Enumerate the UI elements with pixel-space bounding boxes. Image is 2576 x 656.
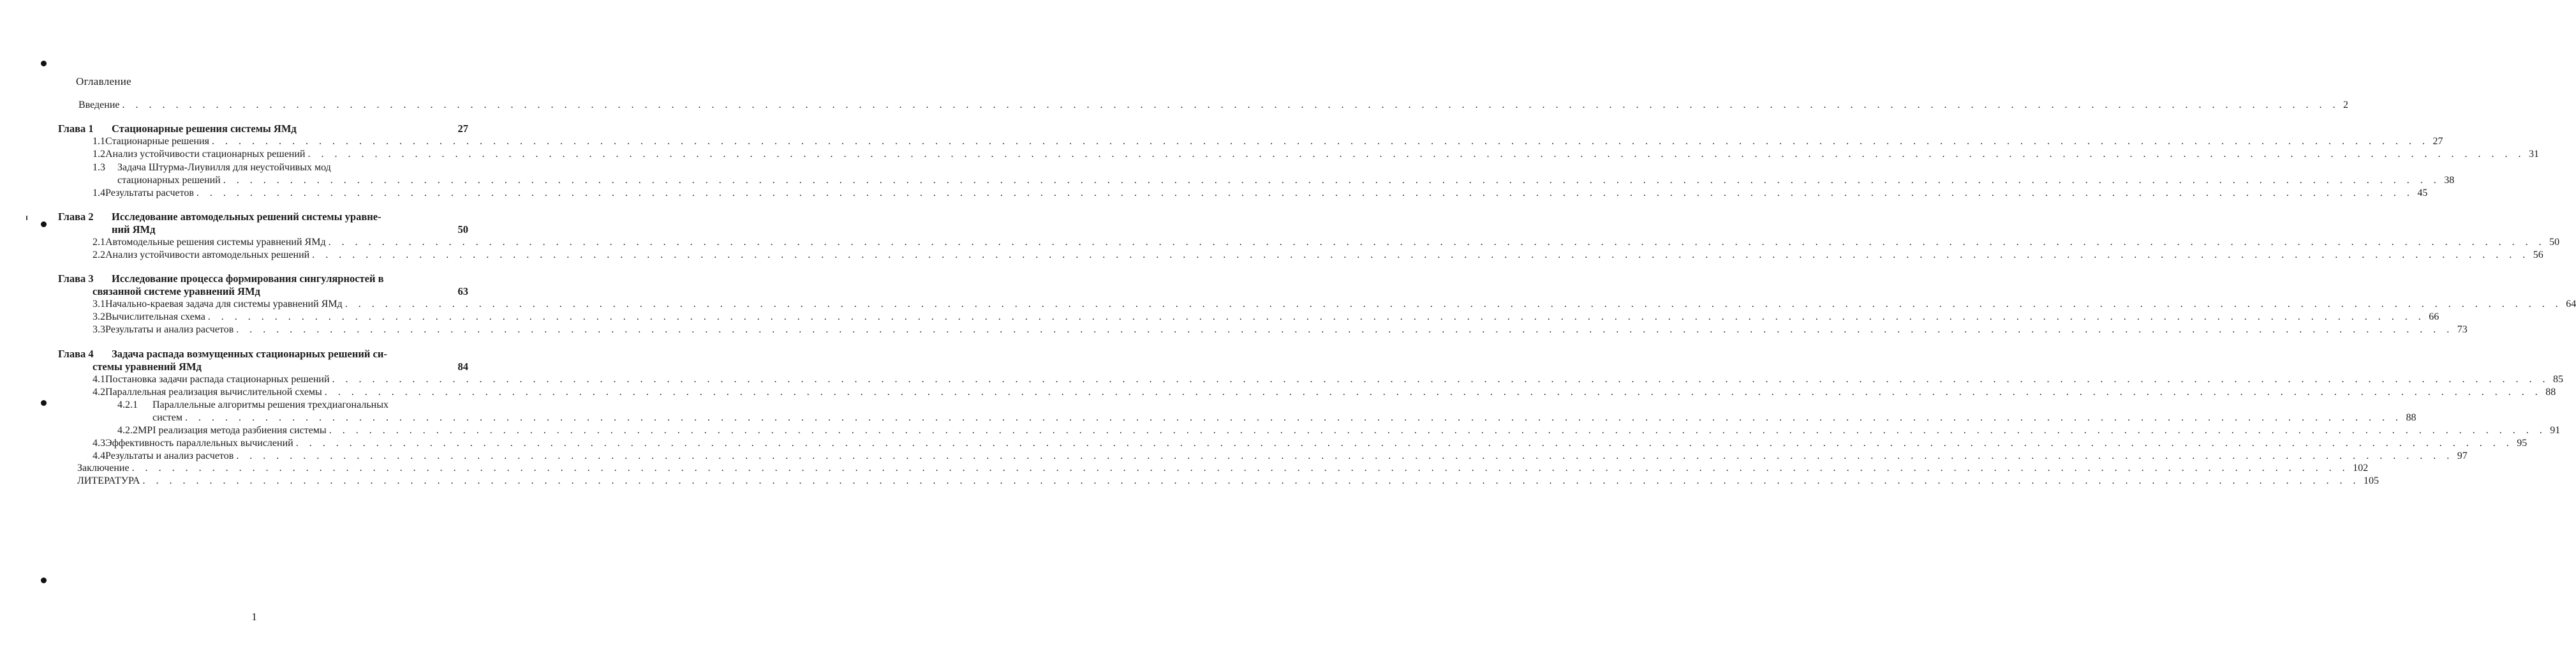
toc-page-number: 102 bbox=[2353, 463, 2369, 473]
section-number: 4.4 bbox=[93, 451, 105, 461]
chapter-title: Задача распада возмущенных стационарных решений си- bbox=[112, 348, 387, 360]
toc-page-number: 95 bbox=[2517, 438, 2528, 449]
toc-page-number: 66 bbox=[2429, 311, 2439, 322]
section-number: 1.3 bbox=[93, 162, 105, 173]
chapter-title-continuation: связанной системе уравнений ЯМд bbox=[93, 285, 260, 297]
toc-entry-conclusion[interactable] bbox=[77, 462, 2369, 475]
section-number: 3.2 bbox=[93, 311, 105, 322]
section-title: Начально-краевая задача для системы уравнений ЯМд bbox=[105, 299, 343, 309]
toc-section-1-4[interactable] bbox=[93, 187, 2428, 200]
section-number: 2.1 bbox=[93, 237, 105, 248]
section-title: Результаты расчетов bbox=[105, 188, 194, 198]
dot-leader bbox=[307, 148, 2525, 161]
section-title: Задача Штурма-Лиувилля для неустойчивых мод bbox=[117, 162, 331, 173]
toc-page-number: 64 bbox=[2566, 299, 2576, 309]
section-number: 3.3 bbox=[93, 324, 105, 335]
chapter-title: Исследование автомодельных решений системы уравне- bbox=[112, 211, 381, 223]
toc-page-number: 56 bbox=[2533, 250, 2543, 260]
chapter-title-continuation: стемы уравнений ЯМд bbox=[93, 361, 202, 373]
dot-leader bbox=[223, 174, 2441, 187]
section-title: Анализ устойчивости автомодельных решений bbox=[105, 250, 310, 260]
toc-subsection-4-2-1-cont[interactable] bbox=[152, 412, 2417, 424]
dot-leader bbox=[325, 386, 2542, 399]
toc-section-4-1[interactable] bbox=[93, 373, 2564, 386]
dot-leader bbox=[142, 475, 2360, 488]
toc-section-4-4[interactable] bbox=[93, 450, 2468, 463]
toc-page-number: 31 bbox=[2528, 149, 2539, 160]
toc-page-number: 85 bbox=[2553, 374, 2564, 385]
toc-chapter-1[interactable] bbox=[58, 123, 468, 135]
toc-page-number: 63 bbox=[457, 285, 468, 297]
toc-subsection-4-2-2[interactable] bbox=[117, 424, 2561, 437]
chapter-label: Глава 3 bbox=[58, 272, 94, 285]
section-title: Эффективность параллельных вычислений bbox=[105, 438, 293, 449]
toc-chapter-2[interactable] bbox=[58, 211, 381, 223]
toc-entry-intro[interactable] bbox=[78, 99, 2348, 112]
subsection-title: Параллельные алгоритмы решения трехдиагональных bbox=[152, 399, 389, 410]
section-title: Анализ устойчивости стационарных решений bbox=[105, 149, 306, 160]
toc-page-number: 50 bbox=[2549, 237, 2560, 248]
section-title: Автомодельные решения системы уравнений ЯМд bbox=[105, 237, 326, 248]
section-title: Стационарные решения bbox=[105, 136, 209, 147]
section-title: Результаты и анализ расчетов bbox=[105, 324, 234, 335]
toc-page-number: 84 bbox=[457, 361, 468, 373]
toc-section-2-2[interactable] bbox=[93, 249, 2543, 262]
toc-page-number: 27 bbox=[2432, 136, 2443, 147]
toc-section-1-1[interactable] bbox=[93, 135, 2443, 148]
dot-leader bbox=[312, 249, 2529, 262]
toc-chapter-4-cont[interactable] bbox=[93, 361, 468, 373]
toc-chapter-3[interactable] bbox=[58, 272, 384, 285]
section-title: Вычислительная схема bbox=[105, 311, 205, 322]
section-number: 2.2 bbox=[93, 250, 105, 260]
dot-leader bbox=[329, 424, 2547, 437]
chapter-label: Глава 1 bbox=[58, 123, 94, 135]
subsection-title-continuation: систем bbox=[152, 412, 182, 423]
chapter-title-continuation: ний ЯМд bbox=[112, 223, 156, 235]
toc-chapter-4[interactable] bbox=[58, 348, 387, 361]
toc-subsection-4-2-1[interactable] bbox=[117, 399, 468, 412]
toc-section-2-1[interactable] bbox=[93, 236, 2560, 249]
dot-leader bbox=[132, 462, 2350, 475]
toc-entry-literature[interactable] bbox=[77, 475, 2379, 488]
toc-section-3-2[interactable] bbox=[93, 311, 2439, 324]
toc-page-number: 91 bbox=[2550, 425, 2561, 436]
chapter-title: Стационарные решения системы ЯМд bbox=[112, 123, 297, 135]
toc-section-1-3[interactable] bbox=[93, 161, 468, 174]
subsection-number: 4.2.2 bbox=[117, 425, 138, 436]
section-number: 4.1 bbox=[93, 374, 105, 385]
toc-page-number: 105 bbox=[2363, 475, 2379, 486]
section-title: Параллельная реализация вычислительной схемы bbox=[105, 387, 322, 398]
dot-leader bbox=[332, 373, 2550, 386]
chapter-title: Исследование процесса формирования сингулярностей в bbox=[112, 272, 384, 285]
toc-section-1-3-cont[interactable] bbox=[117, 174, 2455, 187]
page-number: 1 bbox=[251, 611, 257, 623]
dot-leader bbox=[329, 236, 2546, 249]
section-title-continuation: стационарных решений bbox=[117, 175, 221, 186]
dot-leader bbox=[296, 437, 2513, 450]
toc-chapter-2-cont[interactable] bbox=[112, 223, 468, 236]
toc-section-3-1[interactable] bbox=[93, 298, 2576, 311]
dot-leader bbox=[236, 324, 2454, 336]
toc-section-1-2[interactable] bbox=[93, 148, 2539, 161]
punch-hole-mark bbox=[41, 578, 47, 583]
toc-chapter-3-cont[interactable] bbox=[93, 285, 468, 298]
section-title: Результаты и анализ расчетов bbox=[105, 451, 234, 461]
section-number: 1.4 bbox=[93, 188, 105, 198]
dot-leader bbox=[212, 135, 2429, 148]
toc-page-number: 45 bbox=[2417, 188, 2428, 198]
punch-hole-mark bbox=[41, 61, 47, 66]
toc-page-number: 50 bbox=[457, 223, 468, 235]
scan-mark bbox=[26, 216, 27, 220]
section-title: Постановка задачи распада стационарных решений bbox=[105, 374, 330, 385]
toc-entry-title: Введение bbox=[78, 100, 120, 110]
punch-hole-mark bbox=[41, 221, 47, 227]
dot-leader bbox=[345, 298, 2563, 311]
toc-section-4-2[interactable] bbox=[93, 386, 2556, 399]
toc-page-number: 38 bbox=[2444, 175, 2455, 186]
dot-leader bbox=[196, 187, 2414, 200]
dot-leader bbox=[208, 311, 2425, 324]
toc-page-number: 88 bbox=[2406, 412, 2417, 423]
toc-page-number: 88 bbox=[2545, 387, 2556, 398]
dot-leader bbox=[236, 450, 2454, 463]
toc-entry-title: Заключение bbox=[77, 463, 130, 473]
toc-page-number: 2 bbox=[2343, 100, 2348, 110]
section-number: 1.2 bbox=[93, 149, 105, 160]
chapter-label: Глава 2 bbox=[58, 211, 94, 223]
subsection-title: MPI реализация метода разбиения системы bbox=[138, 425, 327, 436]
section-number: 3.1 bbox=[93, 299, 105, 309]
chapter-label: Глава 4 bbox=[58, 348, 94, 360]
toc-page-number: 73 bbox=[2457, 324, 2468, 335]
toc-entry-title: ЛИТЕРАТУРА bbox=[77, 475, 140, 486]
dot-leader bbox=[122, 99, 2340, 112]
toc-page-number: 97 bbox=[2457, 451, 2468, 461]
dot-leader bbox=[185, 412, 2402, 424]
toc-section-4-3[interactable] bbox=[93, 437, 2528, 450]
section-number: 4.2 bbox=[93, 387, 105, 398]
subsection-number: 4.2.1 bbox=[117, 399, 138, 410]
punch-hole-mark bbox=[41, 400, 47, 406]
section-number: 1.1 bbox=[93, 136, 105, 147]
toc-section-3-3[interactable] bbox=[93, 324, 2468, 336]
toc-page-number: 27 bbox=[457, 123, 468, 135]
toc-heading: Оглавление bbox=[76, 75, 131, 87]
section-number: 4.3 bbox=[93, 438, 105, 449]
